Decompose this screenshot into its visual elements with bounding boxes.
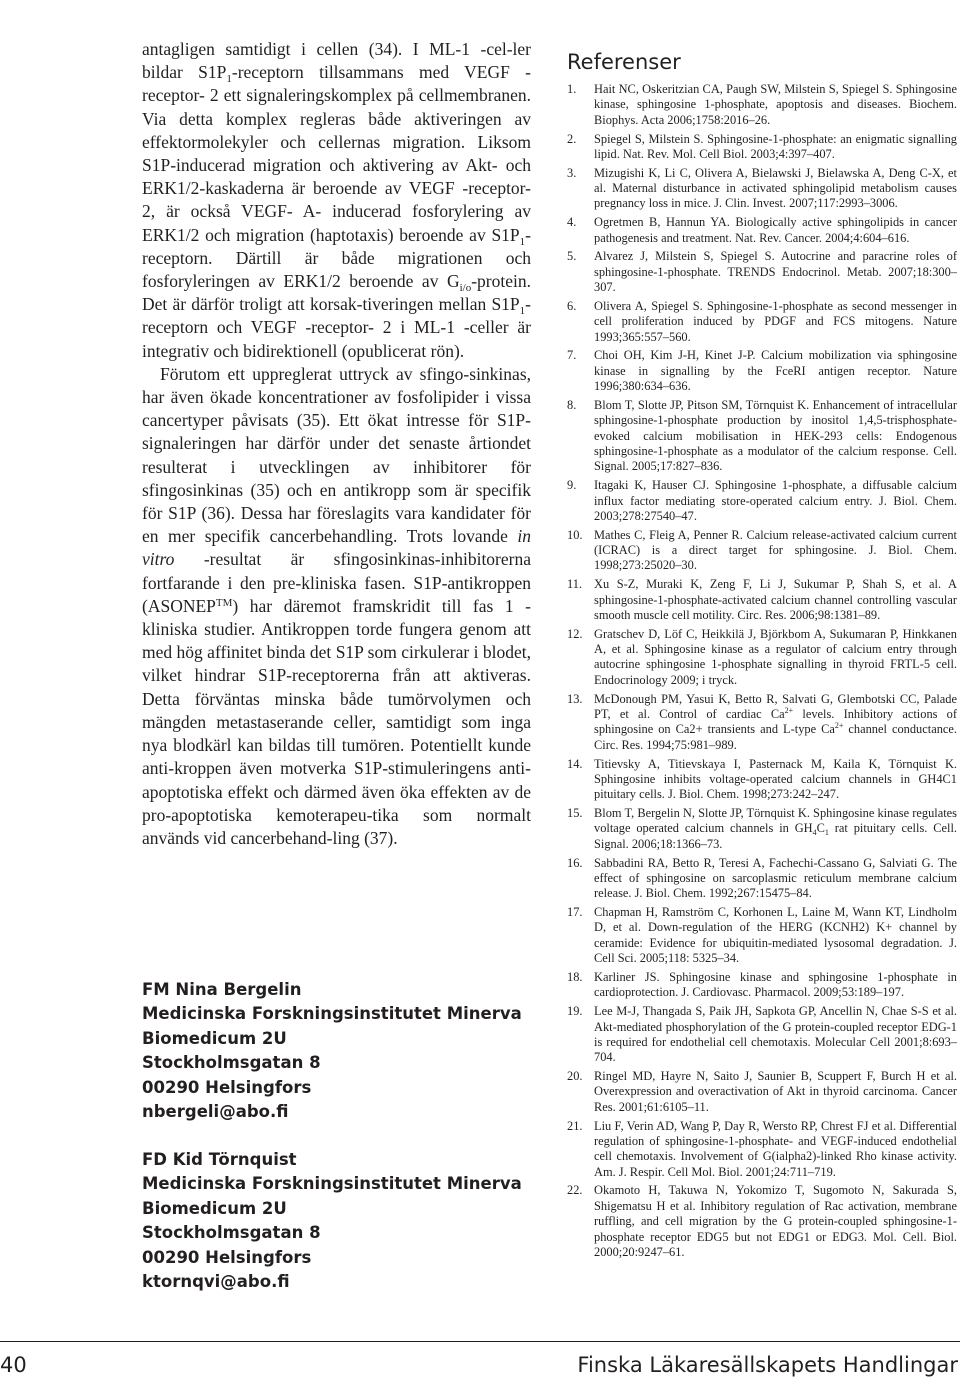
footer-divider: [0, 1341, 960, 1342]
references-heading: Referenser: [567, 50, 681, 74]
reference-item: [567, 215, 957, 246]
reference-text: Ringel MD, Hayre N, Saito J, Saunier B, Scuppert F, Burch H et al. Overexpression and overactivation of Akt in thyroid carcinoma. Cancer Res. 2001;61:6105–11.: [594, 1069, 957, 1114]
reference-text: Blom T, Slotte JP, Pitson SM, Törnquist K. Enhancement of intracellular sphingosine-1-phosphate production by inositol 1,4,5-trisphosphate-evoked calcium mobilisation in HEK-293 cells: Endogenous sphingosine-1-phosphate as a modulator of the calcium response. Cell. Signal. 2005;17:827–836.: [594, 397, 957, 474]
reference-text: Spiegel S, Milstein S. Sphingosine-1-phosphate: an enigmatic signalling lipid. Nat. Rev. Mol. Cell Biol. 2003;4:397–407.: [594, 131, 957, 161]
reference-text: Choi OH, Kim J-H, Kinet J-P. Calcium mobilization via sphingosine kinase in signalling by the FceRI antigen receptor. Nature 1996;380:634–636.: [594, 348, 957, 394]
reference-number: 22.: [567, 1183, 583, 1198]
reference-text: Titievsky A, Titievskaya I, Pasternack M, Kaila K, Törnquist K. Sphingosine inhibits voltage-operated calcium channels in GH4C1 pituitary cells. J. Biol. Chem. 1998;273:242–247.: [594, 756, 957, 802]
reference-item: [567, 299, 957, 345]
reference-number: 11.: [567, 577, 583, 592]
author-name: FM Nina Bergelin: [142, 980, 302, 999]
reference-item: [567, 856, 957, 902]
author-city: 00290 Helsingfors: [142, 1077, 312, 1097]
reference-number: 16.: [567, 855, 583, 870]
author-building: Biomedicum 2U: [142, 1028, 287, 1048]
reference-number: 10.: [567, 527, 583, 542]
reference-text: Alvarez J, Milstein S, Spiegel S. Autocrine and paracrine roles of sphingosine-1-phosphate. TRENDS Endocrinol. Metab. 2007;18:300–307.: [594, 249, 957, 295]
reference-item: [567, 970, 957, 1001]
reference-item: [567, 1183, 957, 1260]
reference-text: Ogretmen B, Hannun YA. Biologically active sphingolipids in cancer pathogenesis and treatment. Nat. Rev. Cancer. 2004;4:604–616.: [594, 215, 957, 245]
journal-title: Finska Läkaresällskapets Handlingar: [577, 1353, 958, 1377]
reference-number: 9.: [567, 478, 577, 493]
author-address-block: [142, 1148, 542, 1294]
author-building: Biomedicum 2U: [142, 1198, 287, 1218]
reference-number: 5.: [567, 249, 577, 264]
author-email[interactable]: nbergeli@abo.fi: [142, 1102, 289, 1122]
reference-number: 18.: [567, 969, 583, 984]
reference-text: Mathes C, Fleig A, Penner R. Calcium release-activated calcium current (ICRAC) is a direct target for sphingosine. J. Biol. Chem. 1998;273:25020–30.: [594, 527, 957, 573]
reference-number: 14.: [567, 756, 583, 771]
reference-item: [567, 82, 957, 128]
reference-item: [567, 398, 957, 475]
reference-text: Sabbadini RA, Betto R, Teresi A, Fachechi-Cassano G, Salviati G. The effect of sphingosine on sarcoplasmic reticulum membrane calcium release. J. Biol. Chem. 1992;267:15475–84.: [594, 855, 957, 901]
reference-number: 21.: [567, 1118, 583, 1133]
reference-item: [567, 806, 957, 852]
reference-item: [567, 1069, 957, 1115]
reference-item: [567, 166, 957, 212]
author-institute: Medicinska Forskningsinstitutet Minerva: [142, 1004, 522, 1024]
author-address-block: [142, 978, 542, 1124]
reference-text: Itagaki K, Hauser CJ. Sphingosine 1-phosphate, a diffusable calcium influx factor mediating store-operated calcium entry. J. Biol. Chem. 2003;278:27540–47.: [594, 478, 957, 523]
reference-number: 8.: [567, 397, 577, 412]
author-name: FD Kid Törnquist: [142, 1150, 297, 1169]
reference-item: [567, 478, 957, 524]
page-number: 40: [0, 1353, 27, 1377]
reference-item: [567, 1004, 957, 1066]
reference-text: Blom T, Bergelin N, Slotte JP, Törnquist K. Sphingosine kinase regulates voltage operated calcium channels in $GH_4C_1$ rat pituitary cells. Cell. Signal. 2006;18:1366–73.: [594, 806, 957, 851]
reference-number: 13.: [567, 691, 583, 706]
reference-item: [567, 1119, 957, 1181]
reference-text: Chapman H, Ramström C, Korhonen L, Laine M, Wann KT, Lindholm D, et al. Down-regulation of the HERG (KCNH2) K+ channel by ceramide: Evidence for ubiquitin-mediated lysosomal degradation. J. Cell Sci. 2005;118: 5325–34.: [594, 905, 957, 966]
reference-number: 19.: [567, 1004, 583, 1019]
reference-number: 4.: [567, 215, 577, 230]
reference-number: 12.: [567, 626, 583, 641]
reference-item: [567, 249, 957, 295]
author-email[interactable]: ktornqvi@abo.fi: [142, 1272, 290, 1292]
reference-text: Gratschev D, Löf C, Heikkilä J, Björkbom A, Sukumaran P, Hinkkanen A, et al. Sphingosine kinase as a regulator of calcium entry through autocrine sphingosine 1-phosphate signalling in thyroid FRTL-5 cell. Endocrinology 2009; i tryck.: [594, 626, 957, 687]
reference-text: McDonough PM, Yasui K, Betto R, Salvati G, Glembotski CC, Palade PT, et al. Control of cardiac $Ca^{2+}$ levels. Inhibitory actions of sphingosine on Ca2+ transients and L-type $Ca^{2+}$ channel conductance. Circ. Res. 1994;75:981–989.: [594, 691, 957, 752]
reference-item: [567, 528, 957, 574]
references-column: [567, 50, 957, 1264]
reference-number: 15.: [567, 806, 583, 821]
reference-number: 3.: [567, 165, 577, 180]
author-street: Stockholmsgatan 8: [142, 1053, 321, 1073]
reference-number: 17.: [567, 905, 583, 920]
reference-item: [567, 627, 957, 689]
reference-text: Olivera A, Spiegel S. Sphingosine-1-phosphate as second messenger in cell proliferation induced by PDGF and FCS mitogens. Nature 1993;365:557–560.: [594, 298, 957, 344]
reference-text: Okamoto H, Takuwa N, Yokomizo T, Sugomoto N, Sakurada S, Shigematsu H et al. Inhibitory regulation of Rac activation, membrane ruffling, and cell migration by the G protein-coupled sphingosine-1-phosphate receptor EDG5 but not EDG1 or EDG3. Mol. Cell. Biol. 2000;20:9247–61.: [594, 1183, 957, 1260]
reference-text: Karliner JS. Sphingosine kinase and sphingosine 1-phosphate in cardioprotection. J. Cardiovasc. Pharmacol. 2009;53:189–197.: [594, 969, 957, 1000]
reference-number: 6.: [567, 298, 577, 313]
reference-list: [567, 82, 957, 1260]
author-city: 00290 Helsingfors: [142, 1247, 312, 1267]
reference-text: Liu F, Verin AD, Wang P, Day R, Wersto RP, Chrest FJ et al. Differential regulation of sphingosine-1-phosphate- and VEGF-induced endothelial cell chemotaxis. Involvement of G(ialpha2)-linked Rho kinase activity. Am. J. Respir. Cell Mol. Biol. 2001;24:711–719.: [594, 1118, 957, 1179]
reference-item: [567, 905, 957, 967]
body-paragraph-2: Förutom ett uppreglerat uttryck av sfingo-sinkinas, har även ökade koncentrationer av fosfolipider i vissa cancertyper påvisats (35). Ett ökat intresse för S1P-signaleringen har därför under det senaste årtiondet resulterat i utvecklingen av inhibitorer för sfingosinkinas (35) och en antikropp som är specifik för S1P (36). Dessa har föreslagits vara kandidater för en mer specifik cancerbehandling. Trots lovande in vitro -resultat är sfingosinkinas-inhibitorerna fortfarande i den pre-kliniska fasen. S1P-antikroppen (ASONEP™) har däremot framskridit till fas 1 -kliniska studier. Antikroppen torde fungera genom att med hög affinitet binda det S1P som cirkulerar i blodet, vilket hindrar S1P-receptorerna från att aktiveras. Detta förväntas minska både tumörvolymen och mängden metastaserande celler, samtidigt som inga nya blodkärl kan bildas till tumören. Potentiellt kunde anti-kroppen även motverka S1P-stimuleringens anti-apoptotiska effekt och därmed även öka effekten av de pro-apoptotiska kemoterapeu-tika som normalt används vid cancerbehand-ling (37).: [142, 363, 531, 848]
reference-item: [567, 757, 957, 803]
author-street: Stockholmsgatan 8: [142, 1223, 321, 1243]
reference-number: 20.: [567, 1069, 583, 1084]
reference-item: [567, 692, 957, 754]
reference-number: 7.: [567, 348, 577, 363]
reference-text: Lee M-J, Thangada S, Paik JH, Sapkota GP, Ancellin N, Chae S-S et al. Akt-mediated phosphorylation of the G protein-coupled receptor EDG-1 is required for endothelial cell chemotaxis. Molecular Cell 2001;8:693–704.: [594, 1004, 957, 1065]
reference-text: Mizugishi K, Li C, Olivera A, Bielawski J, Bielawska A, Deng C-X, et al. Maternal disturbance in activated sphingolipid metabolism causes pregnancy loss in mice. J. Clin. Invest. 2007;117:2993–3006.: [594, 165, 957, 211]
reference-text: Xu S-Z, Muraki K, Zeng F, Li J, Sukumar P, Shah S, et al. A sphingosine-1-phosphate-activated calcium channel controlling vascular smooth muscle cell motility. Circ. Res. 2006;98:1381–89.: [594, 577, 957, 622]
reference-item: [567, 577, 957, 623]
reference-number: 1.: [567, 82, 577, 96]
author-institute: Medicinska Forskningsinstitutet Minerva: [142, 1174, 522, 1194]
reference-item: [567, 348, 957, 394]
main-text-column: [142, 38, 531, 850]
body-paragraph-1: antagligen samtidigt i cellen (34). I ML-1 -cel-ler bildar $S1P_1$-receptorn tillsammans med VEGF -receptor- 2 ett signaleringskomplex på cellmembranen. Via detta komplex regleras både aktiveringen av effektormolekyler och cellernas migration. Liksom S1P-inducerad migration och aktivering av Akt- och ERK1/2-kaskaderna är beroende av VEGF -receptor- 2, är också VEGF- A- inducerad fosforylering av ERK1/2 och migration (haptotaxis) beroende av $S1P_1$-receptorn. Därtill är både migrationen och fosforyleringen av ERK1/2 beroende av $G_{i/o}$-protein. Det är därför troligt att korsak-tiveringen mellan $S1P_1$-receptorn och VEGF -receptor- 2 i ML-1 -celler är integrativ och bidirektionell (opublicerat rön).: [142, 39, 531, 361]
reference-number: 2.: [567, 131, 577, 146]
reference-text: Hait NC, Oskeritzian CA, Paugh SW, Milstein S, Spiegel S. Sphingosine kinase, sphingosine 1-phosphate, apoptosis and diseases. Biochem. Biophys. Acta 2006;1758:2016–26.: [594, 82, 957, 127]
reference-item: [567, 132, 957, 163]
